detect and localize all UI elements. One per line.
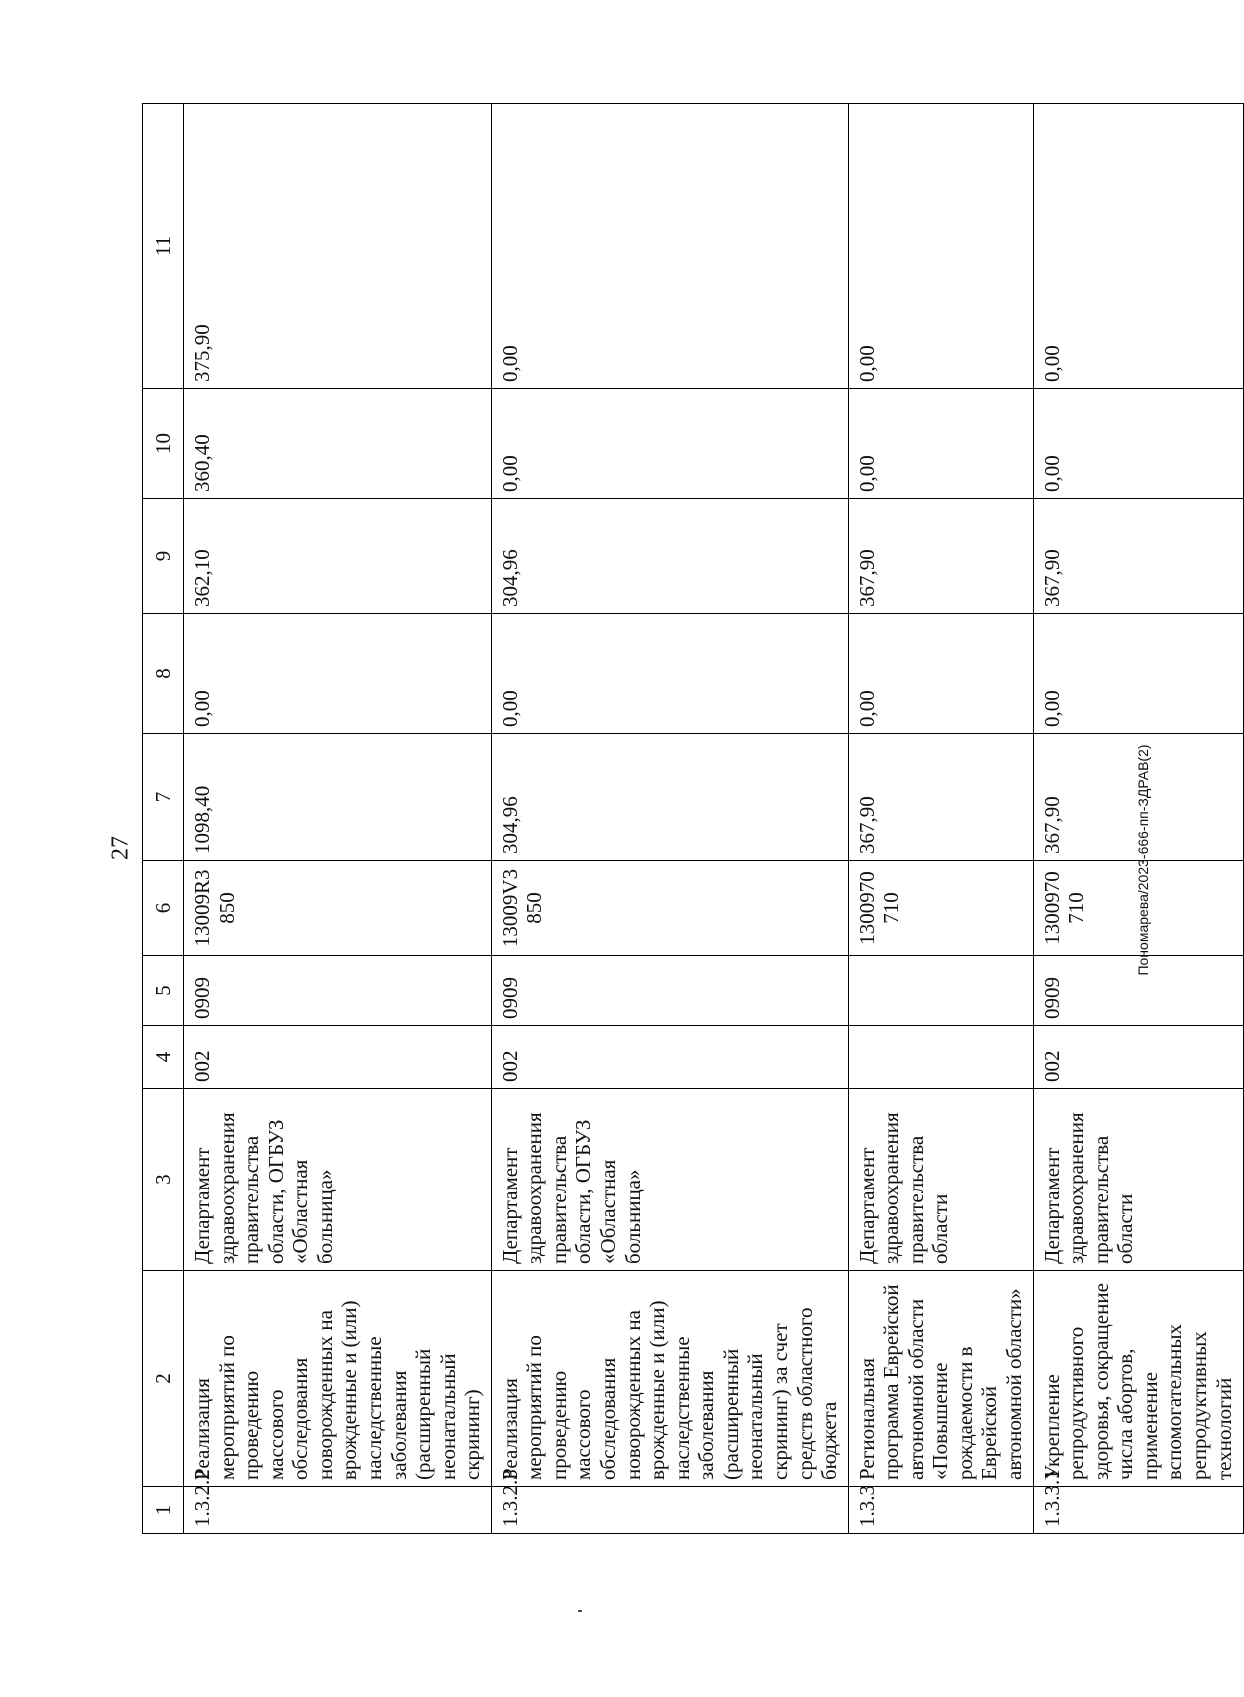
cell-year-2: 367,90: [848, 499, 1033, 614]
scan-mark: [578, 1610, 582, 1612]
table-row: [848, 104, 1033, 1534]
cell-year-4: 0,00: [1033, 104, 1243, 389]
column-header: 6: [143, 861, 184, 956]
cell-name: Региональная программа Еврейской автономной области «Повышение рождаемости в Еврейской автономной области»: [848, 1271, 1033, 1487]
cell-name: Реализация мероприятий по проведению массового обследования новорожденных на врожденные и (или) наследственные заболевания (расширенный неонатальный скрининг): [184, 1271, 492, 1487]
cell-executor: Департамент здравоохранения правительства области, ОГБУЗ «Областная больница»: [184, 1089, 492, 1271]
cell-rzpr: 0909: [1033, 956, 1243, 1026]
cell-executor: Департамент здравоохранения правительства области: [1033, 1089, 1243, 1271]
cell-executor: Департамент здравоохранения правительства области, ОГБУЗ «Областная больница»: [491, 1089, 848, 1271]
column-header: 11: [143, 104, 184, 389]
cell-grbs: 002: [491, 1026, 848, 1089]
cell-total: 367,90: [1033, 734, 1243, 861]
cell-csr: 1300970710: [848, 861, 1033, 956]
cell-year-3: 0,00: [848, 389, 1033, 499]
cell-year-1: 0,00: [184, 614, 492, 734]
cell-year-1: 0,00: [848, 614, 1033, 734]
data-table: [142, 103, 1244, 1534]
cell-csr: 13009V3850: [491, 861, 848, 956]
cell-total: 367,90: [848, 734, 1033, 861]
document-footer-code: Пономарева/2023-666-пп-ЗДРАВ(2): [1135, 744, 1151, 976]
cell-number: 1.3.2.2: [184, 1487, 492, 1534]
cell-year-3: 0,00: [1033, 389, 1243, 499]
cell-rzpr: 0909: [184, 956, 492, 1026]
column-header: 9: [143, 499, 184, 614]
cell-csr: 1300970710: [1033, 861, 1243, 956]
cell-number: 1.3.3.1: [1033, 1487, 1243, 1534]
column-header: 2: [143, 1271, 184, 1487]
cell-number: 1.3.3: [848, 1487, 1033, 1534]
cell-csr: 13009R3850: [184, 861, 492, 956]
cell-year-2: 367,90: [1033, 499, 1243, 614]
table-row: [491, 104, 848, 1534]
cell-grbs: 002: [184, 1026, 492, 1089]
cell-name: Реализация мероприятий по проведению массового обследования новорожденных на врожденные и (или) наследственные заболевания (расширенный неонатальный скрининг) за счет средств областного бюджета: [491, 1271, 848, 1487]
cell-name: Укрепление репродуктивного здоровья, сокращение числа абортов, применение вспомогательных репродуктивных технологий: [1033, 1271, 1243, 1487]
cell-year-4: 375,90: [184, 104, 492, 389]
cell-year-2: 304,96: [491, 499, 848, 614]
column-header: 8: [143, 614, 184, 734]
column-header: 3: [143, 1089, 184, 1271]
cell-year-2: 362,10: [184, 499, 492, 614]
cell-year-1: 0,00: [491, 614, 848, 734]
cell-year-1: 0,00: [1033, 614, 1243, 734]
table-row: [184, 104, 492, 1534]
cell-total: 304,96: [491, 734, 848, 861]
cell-rzpr: [848, 956, 1033, 1026]
cell-grbs: [848, 1026, 1033, 1089]
cell-grbs: 002: [1033, 1026, 1243, 1089]
column-header: 5: [143, 956, 184, 1026]
column-header: 10: [143, 389, 184, 499]
cell-year-4: 0,00: [848, 104, 1033, 389]
cell-total: 1098,40: [184, 734, 492, 861]
cell-year-3: 0,00: [491, 389, 848, 499]
column-header: 1: [143, 1487, 184, 1534]
header-row: [143, 104, 184, 1534]
cell-year-3: 360,40: [184, 389, 492, 499]
cell-year-4: 0,00: [491, 104, 848, 389]
column-header: 7: [143, 734, 184, 861]
cell-rzpr: 0909: [491, 956, 848, 1026]
cell-executor: Департамент здравоохранения правительства области: [848, 1089, 1033, 1271]
cell-number: 1.3.2.3: [491, 1487, 848, 1534]
page-number: 27: [107, 836, 134, 860]
column-header: 4: [143, 1026, 184, 1089]
